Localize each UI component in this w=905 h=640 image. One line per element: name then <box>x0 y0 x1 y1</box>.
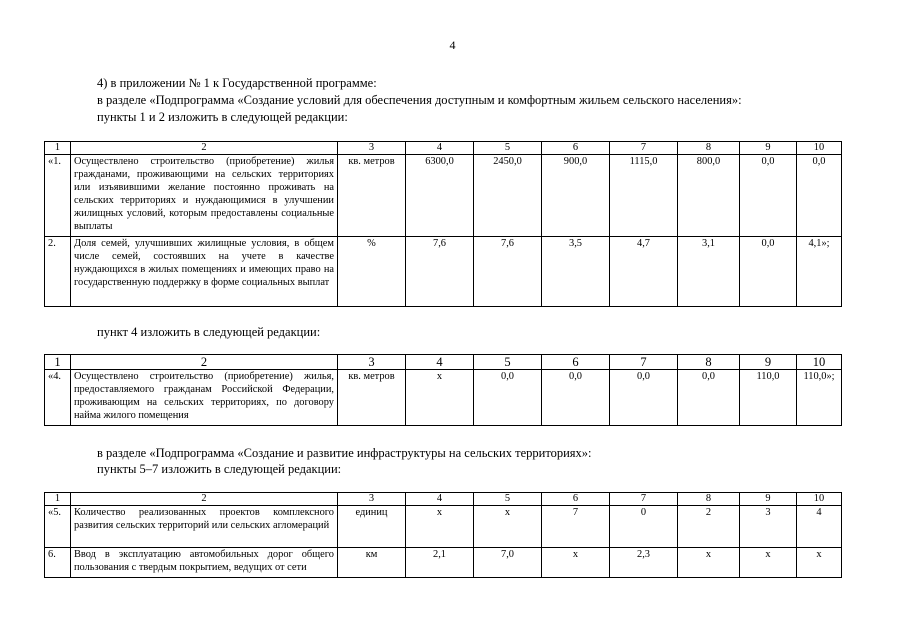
column-number: 3 <box>338 355 406 370</box>
column-number: 4 <box>406 493 474 506</box>
value-cell: 7,6 <box>406 237 474 307</box>
value-cell: 0,0 <box>542 370 610 426</box>
indicator-description: Осуществлено строительство (приобретение) жилья гражданами, проживающими на сельских территориях или изъявившими желание постоянно проживать на сельских территориях и нуждающимися в улучшении жилищных условий, которым предоставлены социальные выплаты <box>71 155 338 237</box>
table-row <box>45 506 842 548</box>
column-number: 9 <box>740 142 797 155</box>
value-cell: 110,0 <box>740 370 797 426</box>
section3-line-1: в разделе «Подпрограмма «Создание и развитие инфраструктуры на сельских территориях»: <box>97 446 592 460</box>
page-number: 4 <box>449 38 456 52</box>
value-cell: 4,7 <box>610 237 678 307</box>
column-number: 3 <box>338 493 406 506</box>
value-cell: х <box>678 548 740 578</box>
value-cell: 2,3 <box>610 548 678 578</box>
row-number: «4. <box>45 370 71 426</box>
value-cell: 3 <box>740 506 797 548</box>
column-number: 2 <box>71 493 338 506</box>
value-cell: 2450,0 <box>474 155 542 237</box>
unit-cell: единиц <box>338 506 406 548</box>
value-cell: 3,5 <box>542 237 610 307</box>
value-cell: х <box>406 370 474 426</box>
column-number: 5 <box>474 142 542 155</box>
column-number: 5 <box>474 355 542 370</box>
column-number: 9 <box>740 355 797 370</box>
value-cell: 0,0 <box>740 237 797 307</box>
column-number: 1 <box>45 493 71 506</box>
column-number: 1 <box>45 355 71 370</box>
intro-line-2: в разделе «Подпрограмма «Создание условий для обеспечения доступным и комфортным жильем сельского населения»: <box>97 93 742 107</box>
value-cell: х <box>406 506 474 548</box>
value-cell: х <box>740 548 797 578</box>
value-cell: 0,0 <box>678 370 740 426</box>
column-number: 4 <box>406 142 474 155</box>
column-number: 6 <box>542 493 610 506</box>
indicator-description: Доля семей, улучшивших жилищные условия, в общем числе семей, состоявших на учете в качестве нуждающихся в жилых помещениях и имеющих право на государственную поддержку в форме социальных выплат <box>71 237 338 307</box>
column-number: 6 <box>542 355 610 370</box>
column-number: 4 <box>406 355 474 370</box>
unit-cell: кв. метров <box>338 370 406 426</box>
table-row <box>45 370 842 426</box>
column-number-row <box>45 355 842 370</box>
indicators-table-2 <box>44 354 842 426</box>
column-number: 8 <box>678 142 740 155</box>
value-cell: 900,0 <box>542 155 610 237</box>
column-number-row <box>45 493 842 506</box>
value-cell: 800,0 <box>678 155 740 237</box>
value-cell: 2,1 <box>406 548 474 578</box>
value-cell: 3,1 <box>678 237 740 307</box>
column-number: 10 <box>797 355 842 370</box>
value-cell: 110,0»; <box>797 370 842 426</box>
unit-cell: % <box>338 237 406 307</box>
column-number-row <box>45 142 842 155</box>
intro-line-3: пункты 1 и 2 изложить в следующей редакции: <box>97 110 348 124</box>
column-number: 8 <box>678 355 740 370</box>
column-number: 1 <box>45 142 71 155</box>
value-cell: 7,0 <box>474 548 542 578</box>
column-number: 7 <box>610 493 678 506</box>
column-number: 6 <box>542 142 610 155</box>
value-cell: х <box>542 548 610 578</box>
column-number: 3 <box>338 142 406 155</box>
intro-line-1: 4) в приложении № 1 к Государственной программе: <box>97 76 377 90</box>
value-cell: 0,0 <box>740 155 797 237</box>
value-cell: 4 <box>797 506 842 548</box>
value-cell: 0,0 <box>797 155 842 237</box>
table-row <box>45 548 842 578</box>
column-number: 7 <box>610 355 678 370</box>
indicator-description: Ввод в эксплуатацию автомобильных дорог общего пользования с твердым покрытием, ведущих от сети <box>71 548 338 578</box>
section3-line-2: пункты 5–7 изложить в следующей редакции: <box>97 462 342 476</box>
column-number: 5 <box>474 493 542 506</box>
indicator-description: Количество реализованных проектов комплексного развития сельских территорий или сельских агломераций <box>71 506 338 548</box>
value-cell: х <box>474 506 542 548</box>
value-cell: х <box>797 548 842 578</box>
column-number: 9 <box>740 493 797 506</box>
value-cell: 6300,0 <box>406 155 474 237</box>
value-cell: 0,0 <box>610 370 678 426</box>
indicator-description: Осуществлено строительство (приобретение) жилья, предоставляемого гражданам Российской Федерации, проживающим на сельских территориях, по договору найма жилого помещения <box>71 370 338 426</box>
column-number: 10 <box>797 142 842 155</box>
column-number: 2 <box>71 142 338 155</box>
value-cell: 0,0 <box>474 370 542 426</box>
value-cell: 7,6 <box>474 237 542 307</box>
section2-heading: пункт 4 изложить в следующей редакции: <box>97 325 321 339</box>
value-cell: 7 <box>542 506 610 548</box>
table-row <box>45 155 842 237</box>
row-number: 2. <box>45 237 71 307</box>
indicators-table-1 <box>44 141 842 307</box>
unit-cell: км <box>338 548 406 578</box>
row-number: «1. <box>45 155 71 237</box>
value-cell: 0 <box>610 506 678 548</box>
unit-cell: кв. метров <box>338 155 406 237</box>
column-number: 10 <box>797 493 842 506</box>
value-cell: 4,1»; <box>797 237 842 307</box>
row-number: 6. <box>45 548 71 578</box>
column-number: 7 <box>610 142 678 155</box>
column-number: 8 <box>678 493 740 506</box>
table-row <box>45 237 842 307</box>
row-number: «5. <box>45 506 71 548</box>
indicators-table-3 <box>44 492 842 578</box>
column-number: 2 <box>71 355 338 370</box>
value-cell: 2 <box>678 506 740 548</box>
value-cell: 1115,0 <box>610 155 678 237</box>
